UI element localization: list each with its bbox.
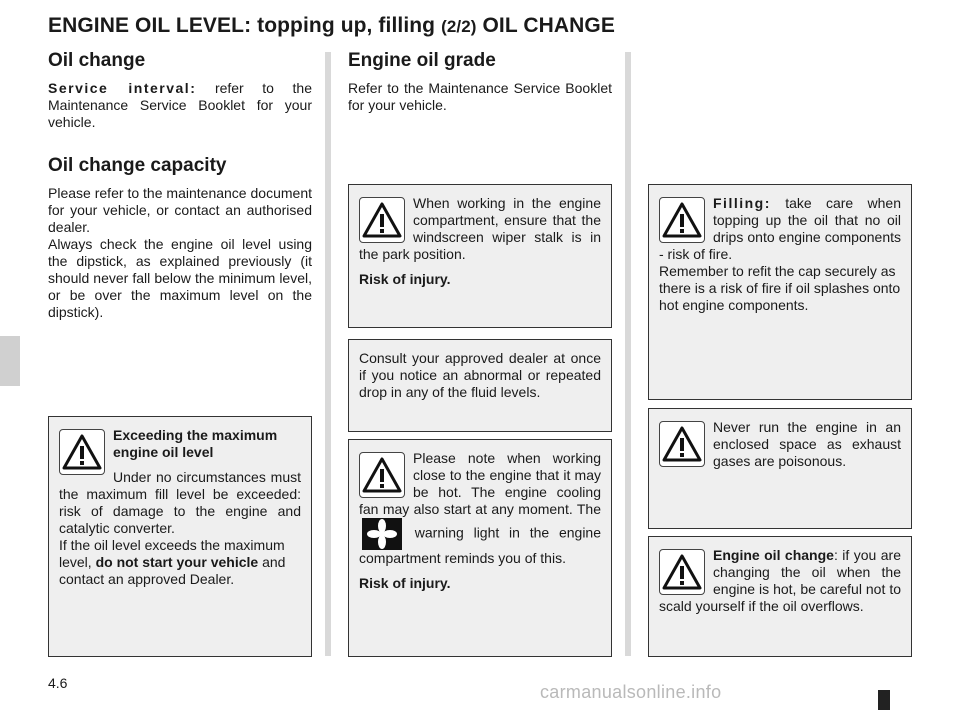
warning-box-filling: [648, 184, 912, 400]
warning-triangle-icon: [359, 197, 405, 243]
enclosed-space-text: Never run the engine in an enclosed space as exhaust gases are poisonous.: [713, 419, 901, 469]
oil-change-section: [48, 50, 312, 321]
capacity-text: Please refer to the maintenance document for your vehicle, or contact an authorised dealer. Always check the engine oil level using the dipstick, as explained previously (it should never fall below the minimum level, or be over the maximum level on the dipstick).: [48, 185, 312, 320]
page-edge-marker: [878, 690, 890, 710]
risk-of-injury-label: Risk of injury.: [359, 575, 451, 591]
section-thumb-tab: [0, 336, 20, 386]
warning-box-wiper: [348, 184, 612, 328]
warning-triangle-icon: [59, 429, 105, 475]
filling-warning-text: Filling: take care when topping up the oil that no oil drips onto engine components - risk of fire.: [659, 195, 901, 262]
warning-box-cooling-fan: [348, 439, 612, 657]
warning-triangle-icon: [659, 549, 705, 595]
capacity-heading: Oil change capacity: [48, 155, 227, 176]
oil-change-warning-text: Engine oil change: if you are changing the oil when the engine is hot, be careful not to scald yourself if the oil overflows.: [659, 547, 901, 614]
oil-grade-text: Refer to the Maintenance Service Booklet for your vehicle.: [348, 80, 612, 113]
warning-max-title: Exceeding the maximum engine oil level: [113, 427, 278, 460]
warning-triangle-icon: [659, 421, 705, 467]
cooling-fan-text: Please note when working close to the engine that it may be hot. The engine cooling fan may also start at any moment. The warning light in the engine compartment reminds you of this.: [359, 450, 601, 566]
watermark: carmanualsonline.info: [540, 682, 722, 702]
warning-triangle-icon: [359, 452, 405, 498]
page-number: 4.6: [48, 675, 68, 691]
service-interval-text: Service interval: refer to the Maintenance Service Booklet for your vehicle.: [48, 80, 313, 130]
wiper-warning-text: When working in the engine compartment, ensure that the windscreen wiper stalk is in the park position.: [359, 195, 601, 262]
warning-triangle-icon: [659, 197, 705, 243]
warning-max-text: Under no circumstances must the maximum fill level be exceeded: risk of damage to the engine and catalytic converter.: [59, 469, 301, 536]
oil-grade-heading: Engine oil grade: [348, 50, 496, 71]
column-divider: [325, 52, 331, 656]
warning-box-max-level: [48, 416, 312, 657]
oil-grade-section: [348, 50, 612, 114]
filling-warning-text-2: Remember to refit the cap securely as there is a risk of fire if oil splashes onto hot engine components.: [659, 263, 901, 313]
consult-dealer-text: Consult your approved dealer at once if you notice an abnormal or repeated drop in any of the fluid levels.: [359, 350, 601, 400]
oil-change-heading: Oil change: [48, 50, 146, 71]
warning-box-oil-change: [648, 536, 912, 657]
fan-warning-light-icon: [362, 518, 402, 550]
risk-of-injury-label: Risk of injury.: [359, 271, 451, 287]
warning-max-text-2: If the oil level exceeds the maximum level, do not start your vehicle and contact an approved Dealer.: [59, 537, 286, 587]
page-title: ENGINE OIL LEVEL: topping up, filling (2/2) OIL CHANGE: [48, 14, 615, 37]
column-divider: [625, 52, 631, 656]
note-box-fluid-levels: [348, 339, 612, 432]
warning-box-enclosed-space: [648, 408, 912, 529]
